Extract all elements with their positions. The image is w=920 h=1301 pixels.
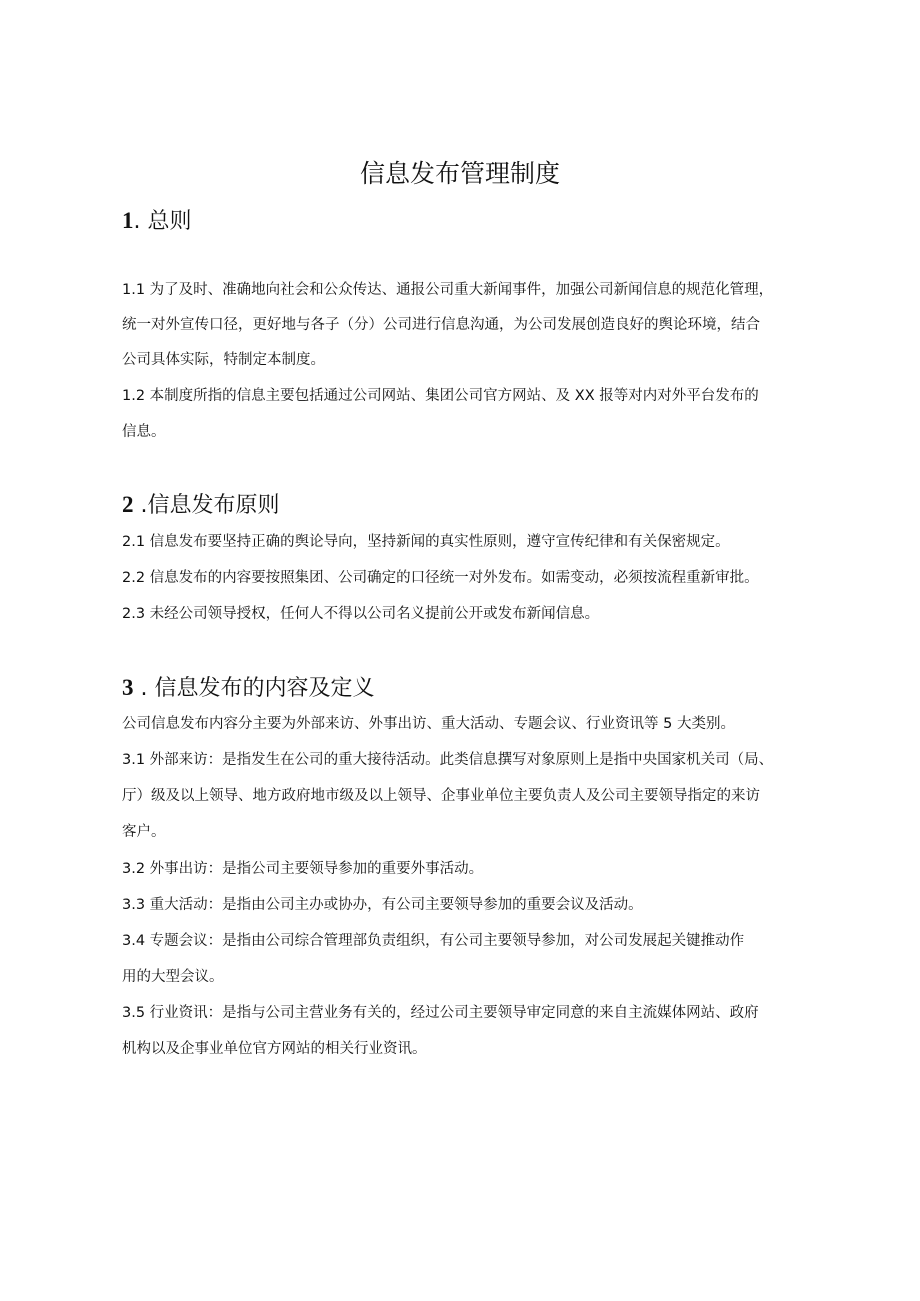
section-heading-2 xyxy=(122,490,280,521)
paragraph-line: 2.3 未经公司领导授权，任何人不得以公司名义提前公开或发布新闻信息。 xyxy=(122,606,600,622)
paragraph-line: 2.1 信息发布要坚持正确的舆论导向，坚持新闻的真实性原则，遵守宣传纪律和有关保密规定。 xyxy=(122,534,730,550)
paragraph-line: 厅）级及以上领导、地方政府地市级及以上领导、企事业单位主要负责人及公司主要领导指定的来访 xyxy=(122,788,760,804)
paragraph-line: 公司具体实际，特制定本制度。 xyxy=(122,352,325,368)
paragraph-line: 3.3 重大活动：是指由公司主办或协办，有公司主要领导参加的重要会议及活动。 xyxy=(122,897,643,913)
section-title: . 总则 xyxy=(133,209,192,234)
paragraph-line: 用的大型会议。 xyxy=(122,969,224,985)
paragraph-line: 机构以及企事业单位官方网站的相关行业资讯。 xyxy=(122,1041,427,1057)
paragraph-line: 1.2 本制度所指的信息主要包括通过公司网站、集团公司官方网站、及 XX 报等对内对外平台发布的 xyxy=(122,388,759,404)
paragraph-line: 2.2 信息发布的内容要按照集团、公司确定的口径统一对外发布。如需变动，必须按流程重新审批。 xyxy=(122,570,759,586)
paragraph-line: 3.1 外部来访：是指发生在公司的重大接待活动。此类信息撰写对象原则上是指中央国家机关司（局、 xyxy=(122,752,774,768)
section-number: 3 xyxy=(122,675,134,700)
paragraph-line: 客户。 xyxy=(122,824,166,840)
section-title: .信息发布原则 xyxy=(133,493,280,518)
section-heading-1 xyxy=(122,206,192,237)
paragraph-line: 统一对外宣传口径，更好地与各子（分）公司进行信息沟通，为公司发展创造良好的舆论环境，结合 xyxy=(122,317,760,333)
section-number: 1 xyxy=(122,208,134,233)
section-number: 2 xyxy=(122,492,134,517)
paragraph-line: 3.4 专题会议：是指由公司综合管理部负责组织，有公司主要领导参加，对公司发展起关键推动作 xyxy=(122,933,745,949)
document-title: 信息发布管理制度 xyxy=(359,159,560,188)
section-title: . 信息发布的内容及定义 xyxy=(133,676,375,701)
paragraph-line: 1.1 为了及时、准确地向社会和公众传达、通报公司重大新闻事件，加强公司新闻信息的规范化管理， xyxy=(122,282,774,298)
paragraph-line: 公司信息发布内容分主要为外部来访、外事出访、重大活动、专题会议、行业资讯等 5 大类别。 xyxy=(122,716,735,732)
paragraph-line: 3.5 行业资讯：是指与公司主营业务有关的，经过公司主要领导审定同意的来自主流媒体网站、政府 xyxy=(122,1005,759,1021)
section-heading-3 xyxy=(122,673,374,704)
paragraph-line: 3.2 外事出访：是指公司主要领导参加的重要外事活动。 xyxy=(122,861,484,877)
paragraph-line: 信息。 xyxy=(122,424,166,440)
